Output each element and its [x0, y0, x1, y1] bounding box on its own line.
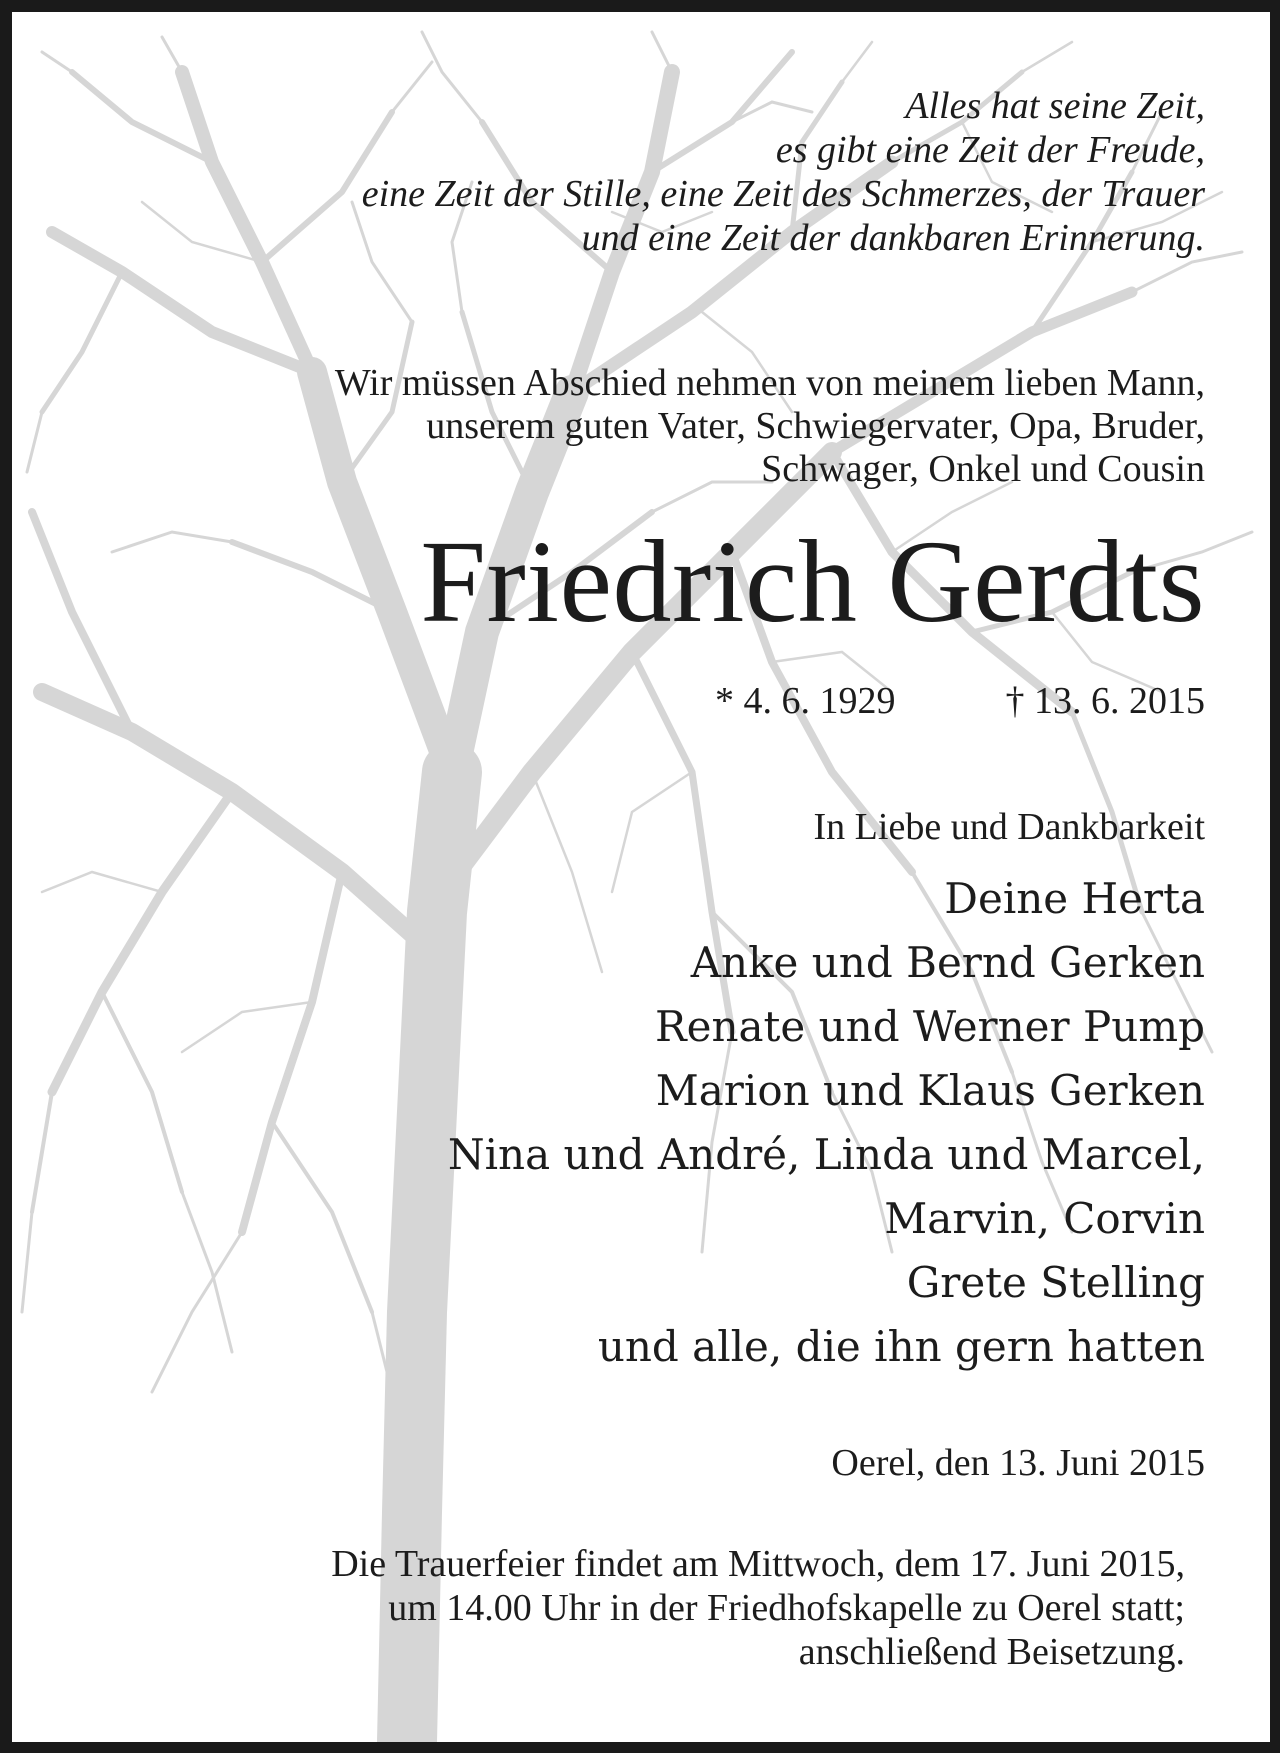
place-date: Oerel, den 13. Juni 2015 [831, 1442, 1205, 1484]
service-line: um 14.00 Uhr in der Friedhofskapelle zu Oerel statt; [388, 1587, 1185, 1629]
mourner-name: Marion und Klaus Gerken [655, 1066, 1205, 1115]
funeral-service-info [331, 1542, 1185, 1674]
mourner-name: und alle, die ihn gern hatten [597, 1322, 1205, 1371]
mourner-name: Renate und Werner Pump [654, 1002, 1205, 1051]
intro-line: unserem guten Vater, Schwiegervater, Opa, Bruder, [426, 405, 1205, 447]
birth-date: * 4. 6. 1929 [715, 680, 896, 722]
service-line: anschließend Beisetzung. [798, 1631, 1185, 1673]
mourners-heading: In Liebe und Dankbarkeit [813, 806, 1205, 848]
motto-line: und eine Zeit der dankbaren Erinnerung. [581, 217, 1205, 259]
motto-line: es gibt eine Zeit der Freude, [775, 129, 1205, 171]
mourner-name: Anke und Bernd Gerken [690, 938, 1205, 987]
mourner-name: Grete Stelling [906, 1258, 1205, 1307]
intro-line: Wir müssen Abschied nehmen von meinem lieben Mann, [334, 362, 1205, 404]
mourners-list [448, 867, 1205, 1379]
death-date: † 13. 6. 2015 [1005, 680, 1205, 722]
life-dates [715, 678, 1205, 724]
mourner-name: Nina und André, Linda und Marcel, [447, 1130, 1205, 1179]
deceased-name: Friedrich Gerdts [420, 516, 1205, 647]
motto-line: eine Zeit der Stille, eine Zeit des Schmerzes, der Trauer [361, 173, 1205, 215]
service-line: Die Trauerfeier findet am Mittwoch, dem 17. Juni 2015, [331, 1543, 1185, 1585]
mourner-name: Marvin, Corvin [884, 1194, 1205, 1243]
motto-line: Alles hat seine Zeit, [905, 85, 1205, 127]
farewell-intro [335, 362, 1205, 491]
notice-content [12, 12, 1270, 1742]
motto-verse [362, 84, 1205, 260]
intro-line: Schwager, Onkel und Cousin [761, 448, 1205, 490]
mourner-name: Deine Herta [944, 874, 1205, 923]
